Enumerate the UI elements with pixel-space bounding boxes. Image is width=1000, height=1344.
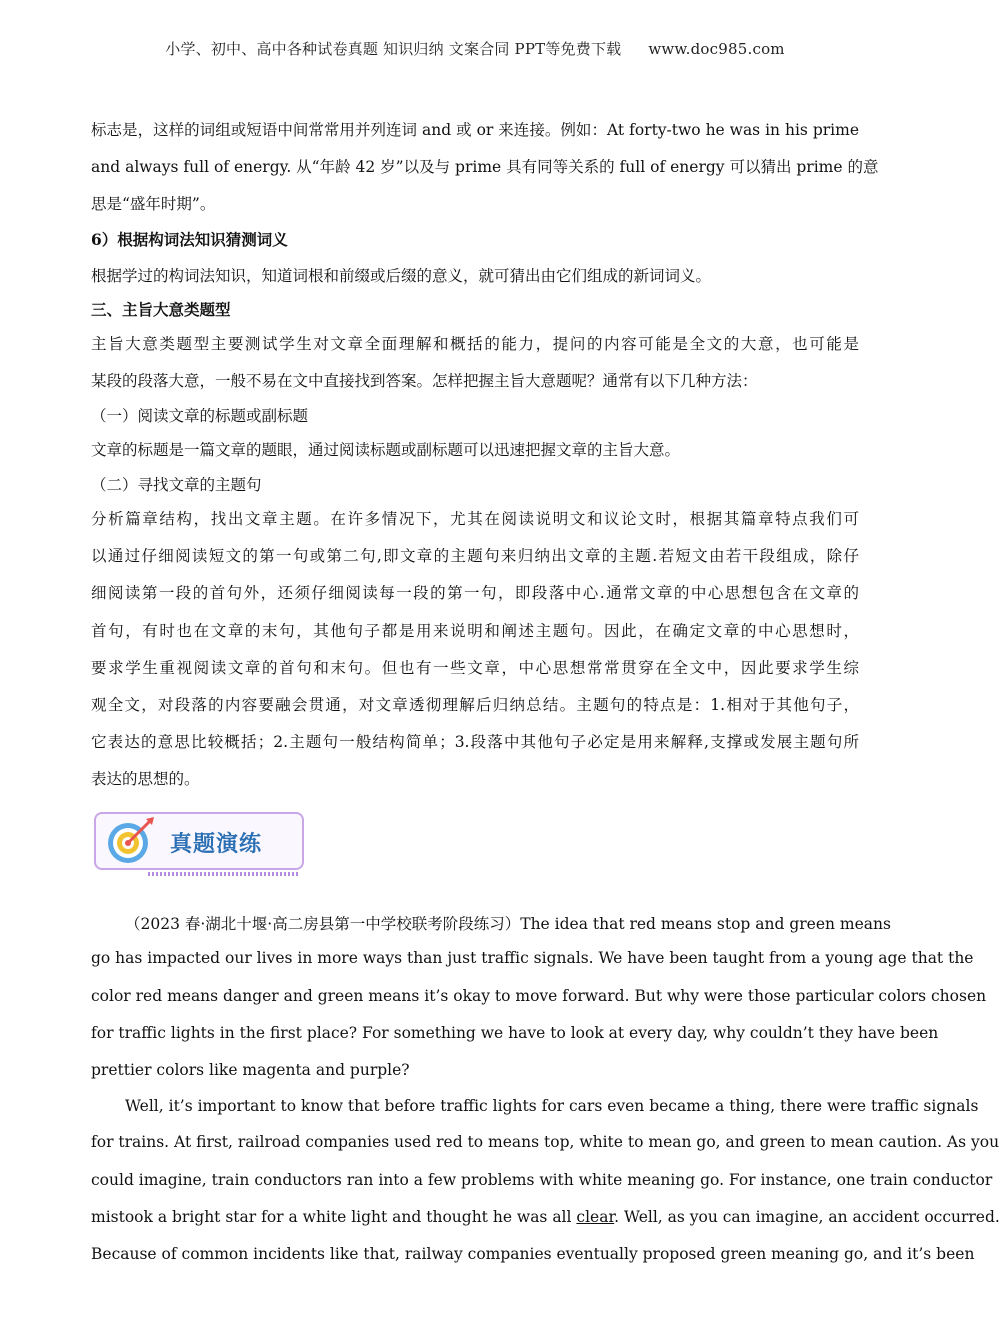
passage-line: color red means danger and green means it’s okay to move forward. But why were those particular colors chosen [91,987,987,1005]
passage-line: for trains. At first, railroad companies used red to means top, white to mean go, and green to mean caution. As you [91,1133,1000,1151]
text-line: 细阅读第一段的首句外，还须仔细阅读每一段的第一句，即段落中心.通常文章的中心思想包含在文章的 [91,584,859,602]
badge-label: 真题演练 [170,832,263,857]
passage-line: mistook a bright star for a white light and thought he was all clear. Well, as you can imagine, an accident occurred. [91,1208,1000,1226]
section-heading: 三、主旨大意类题型 [91,300,231,319]
text-line: 文章的标题是一篇文章的题眼，通过阅读标题或副标题可以迅速把握文章的主旨大意。 [91,441,681,459]
passage-line: could imagine, train conductors ran into a few problems with white meaning go. For instance, one train conductor [91,1171,993,1189]
header-url[interactable]: www.doc985.com [648,40,785,58]
text-line: 思是“盛年时期”。 [91,195,216,213]
text-line: 观全文，对段落的内容要融会贯通，对文章透彻理解后归纳总结。主题句的特点是：1.相对于其他句子， [91,696,859,714]
exercise-badge [94,812,302,876]
section-heading: 6）根据构词法知识猜测词义 [91,230,288,249]
text-line: 主旨大意类题型主要测试学生对文章全面理解和概括的能力，提问的内容可能是全文的大意，也可能是 [91,335,859,353]
text-line: and always full of energy. 从“年龄 42 岁”以及与 prime 具有同等关系的 full of energy 可以猜出 prime 的意 [91,158,879,176]
subheading: （二）寻找文章的主题句 [91,476,262,494]
text-line: 表达的思想的。 [91,770,200,788]
passage-line: Well, it’s important to know that before traffic lights for cars even became a thing, there were traffic signals [125,1097,979,1115]
text-line: 以通过仔细阅读短文的第一句或第二句,即文章的主题句来归纳出文章的主题.若短文由若干段组成，除仔 [91,547,859,565]
underlined-word: clear [576,1208,615,1226]
passage-line: for traffic lights in the first place? For something we have to look at every day, why couldn’t they have been [91,1024,939,1042]
passage-line: go has impacted our lives in more ways than just traffic signals. We have been taught from a young age that the [91,949,974,967]
header-title: 小学、初中、高中各种试卷真题 知识归纳 文案合同 PPT等免费下载 [165,40,622,58]
text-line: 标志是，这样的词组或短语中间常常用并列连词 and 或 or 来连接。例如：At forty-two he was in his prime [91,121,859,139]
page-header [0,38,950,59]
passage-line: prettier colors like magenta and purple? [91,1061,410,1079]
subheading: （一）阅读文章的标题或副标题 [91,407,309,425]
text-line: 首句，有时也在文章的末句，其他句子都是用来说明和阐述主题句。因此，在确定文章的中心思想时， [91,622,859,640]
text-line: 要求学生重视阅读文章的首句和末句。但也有一些文章，中心思想常常贯穿在全文中，因此要求学生综 [91,659,859,677]
text-line: 分析篇章结构，找出文章主题。在许多情况下，尤其在阅读说明文和议论文时，根据其篇章特点我们可 [91,510,859,528]
text-line: 某段的段落大意，一般不易在文中直接找到答案。怎样把握主旨大意题呢？通常有以下几种方法： [91,372,758,390]
text-line: 它表达的意思比较概括；2.主题句一般结构简单；3.段落中其他句子必定是用来解释,支撑或发展主题句所 [91,733,859,751]
text-line: 根据学过的构词法知识，知道词根和前缀或后缀的意义，就可猜出由它们组成的新词词义。 [91,267,712,285]
passage-line: （2023 春·湖北十堰·高二房县第一中学校联考阶段练习）The idea that red means stop and green means [125,915,891,933]
badge-stripe [148,872,298,876]
passage-line: Because of common incidents like that, railway companies eventually proposed green meaning go, and it’s been [91,1245,975,1263]
target-icon [104,816,160,866]
